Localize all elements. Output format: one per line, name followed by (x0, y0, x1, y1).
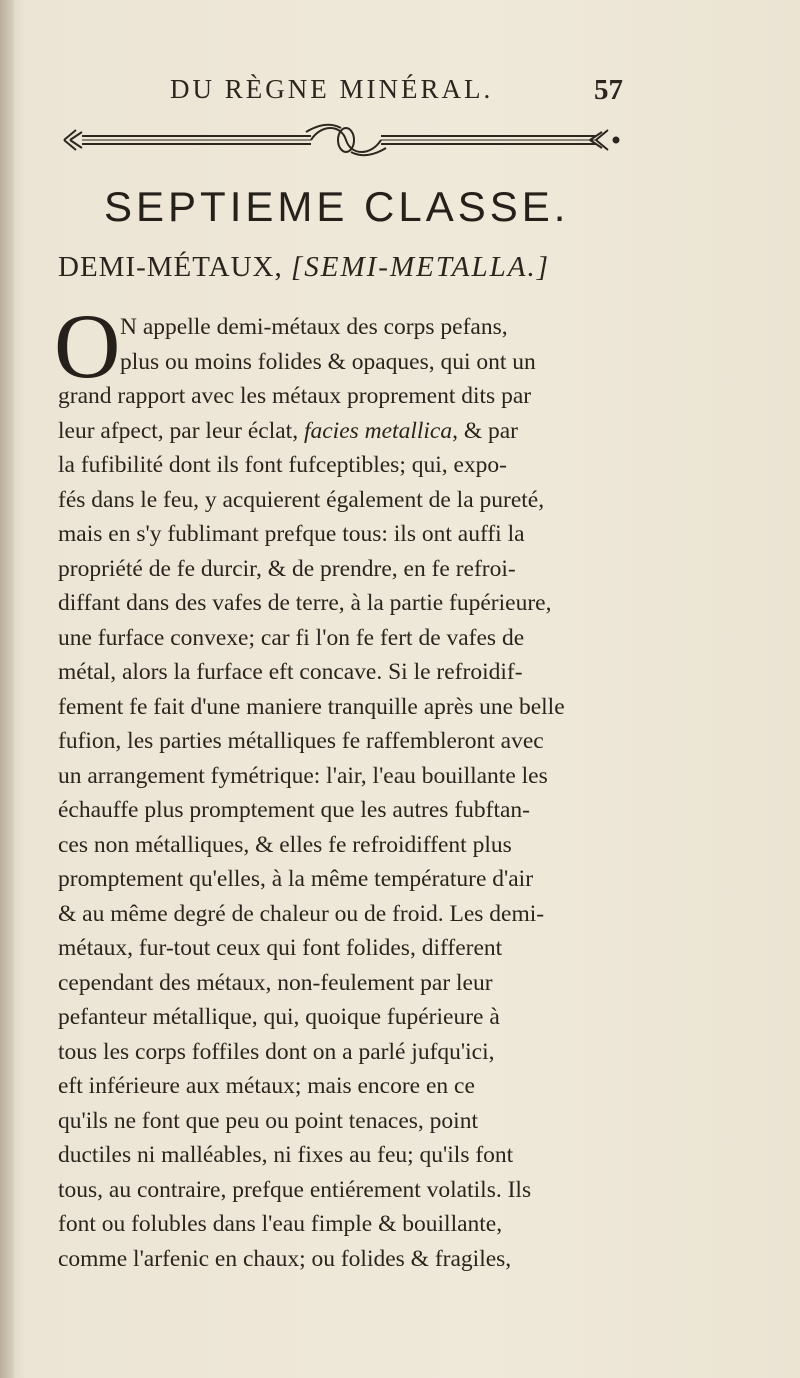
text-line: fés dans le feu, y acquierent également de la pureté, (58, 486, 545, 513)
text-line: font ou folubles dans l'eau fimple & bouillante, (58, 1211, 503, 1237)
class-title: SEPTIEME CLASSE. (104, 183, 570, 230)
page-number: 57 (594, 74, 623, 106)
text-line: ductiles ni malléables, ni fixes au feu; qu'ils font (58, 1142, 514, 1168)
subtitle-latin: [SEMI-METALLA.] (290, 251, 551, 283)
text-line: fufion, les parties métalliques fe raffembleront avec (58, 728, 544, 754)
text-line: un arrangement fymétrique: l'air, l'eau bouillante les (58, 762, 548, 789)
text-line: tous, au contraire, prefque entiérement volatils. Ils (58, 1176, 532, 1203)
text-line: propriété de fe durcir, & de prendre, en fe refroi- (58, 555, 516, 582)
text-line: qu'ils ne font que peu ou point tenaces, point (58, 1107, 478, 1134)
text-line: comme l'arfenic en chaux; ou folides & fragiles, (58, 1245, 512, 1272)
body-paragraph (58, 310, 658, 1276)
section-subtitle (58, 251, 658, 284)
text-line: la fufibilité dont ils font fufceptibles; qui, expo- (58, 452, 508, 478)
text-line: promptement qu'elles, à la même température d'air (58, 866, 534, 892)
text-line: leur afpect, par leur éclat, facies metallica, & par (58, 417, 519, 444)
text-line: pefanteur métallique, qui, quoique fupérieure à (58, 1004, 500, 1030)
text-line: cependant des métaux, non-feulement par leur (58, 969, 493, 996)
text-line: échauffe plus promptement que les autres fubftan- (58, 797, 531, 823)
text-line: fement fe fait d'une maniere tranquille après une belle (58, 693, 565, 720)
text-line: ces non métalliques, & elles fe refroidiffent plus (58, 831, 512, 858)
decorative-rule-ornament (56, 118, 626, 162)
page-gutter (0, 0, 14, 1378)
text-line: métal, alors la furface eft concave. Si le refroidif- (58, 659, 523, 685)
text-line: & au même degré de chaleur ou de froid. Les demi- (58, 900, 545, 927)
text-line: mais en s'y fublimant prefque tous: ils ont auffi la (58, 521, 525, 547)
text-line: eft inférieure aux métaux; mais encore en ce (58, 1073, 475, 1099)
text-line: une furface convexe; car fi l'on fe fert de vafes de (58, 624, 525, 651)
drop-cap: O (54, 295, 121, 397)
running-head: DU RÈGNE MINÉRAL. (170, 74, 494, 104)
text-line: N appelle demi-métaux des corps pefans, (120, 314, 508, 340)
text-line: diffant dans des vafes de terre, à la partie fupérieure, (58, 590, 552, 616)
text-line: métaux, fur-tout ceux qui font folides, different (58, 935, 503, 961)
text-line: plus ou moins folides & opaques, qui ont un (120, 348, 536, 375)
text-line: tous les corps foffiles dont on a parlé jufqu'ici, (58, 1038, 495, 1065)
subtitle-main: DEMI-MÉTAUX, (58, 251, 283, 283)
text-line: grand rapport avec les métaux proprement dits par (58, 383, 532, 409)
